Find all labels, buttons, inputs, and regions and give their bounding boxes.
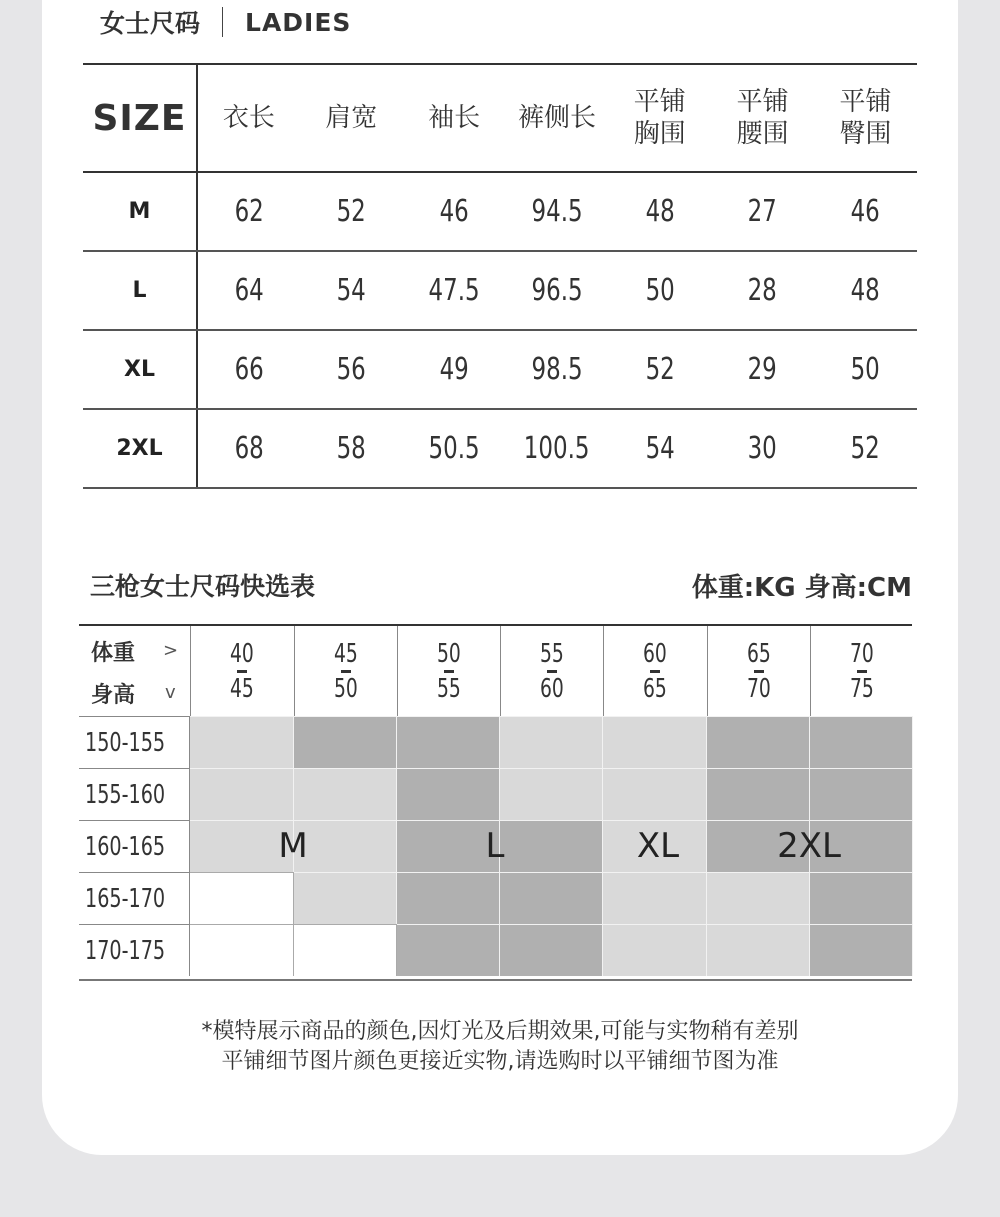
range-dash bbox=[444, 670, 454, 673]
table-cell bbox=[506, 409, 609, 488]
table-cell bbox=[300, 251, 403, 330]
col-header-text: 平铺 bbox=[839, 87, 892, 117]
table-cell bbox=[300, 172, 403, 251]
size-zone-cell bbox=[603, 924, 707, 976]
height-range: 170-175 bbox=[85, 935, 166, 966]
size-zone-cell bbox=[603, 768, 707, 820]
corner-height-label: 身高 bbox=[91, 683, 136, 708]
col-header-text: 裤侧长 bbox=[517, 103, 596, 133]
weight-min: 50 bbox=[436, 638, 461, 669]
size-table bbox=[83, 63, 917, 489]
col-header-text: 袖长 bbox=[428, 103, 481, 133]
weight-min: 60 bbox=[643, 638, 667, 669]
cell-value: 56 bbox=[336, 352, 366, 387]
cell-value: 66 bbox=[234, 352, 264, 387]
header-title-en: LADIES bbox=[245, 7, 352, 37]
size-zone-cell bbox=[190, 768, 294, 820]
weight-column-header bbox=[603, 626, 708, 716]
size-zone-cell bbox=[294, 820, 397, 872]
table-cell bbox=[300, 409, 403, 488]
col-header-text: 平铺 bbox=[633, 87, 686, 117]
range-dash bbox=[650, 670, 660, 673]
row-size-cell bbox=[83, 409, 197, 488]
size-zone-cell bbox=[500, 716, 603, 768]
corner-weight-label: 体重 bbox=[91, 641, 136, 666]
weight-column-header bbox=[294, 626, 398, 716]
table-cell bbox=[197, 251, 300, 330]
col-header-text: 衣长 bbox=[222, 103, 275, 133]
weight-column-header bbox=[500, 626, 604, 716]
right-arrow-icon: > bbox=[163, 640, 179, 661]
range-dash bbox=[547, 670, 557, 673]
cell-value: 68 bbox=[234, 431, 264, 466]
size-zone-cell bbox=[190, 924, 294, 976]
weight-max: 45 bbox=[230, 673, 254, 704]
section-header bbox=[100, 4, 351, 40]
row-size-cell bbox=[83, 172, 197, 251]
size-band-label: L bbox=[485, 826, 505, 866]
row-size-label: M bbox=[128, 199, 151, 224]
row-size-cell bbox=[83, 251, 197, 330]
size-table-header-row bbox=[83, 64, 917, 172]
size-zone-cell bbox=[603, 716, 707, 768]
table-cell bbox=[814, 330, 917, 409]
size-zone-cell bbox=[397, 924, 500, 976]
weight-min: 70 bbox=[849, 638, 874, 669]
cell-value: 62 bbox=[234, 194, 264, 229]
height-range: 165-170 bbox=[85, 883, 166, 914]
size-zone-cell bbox=[190, 872, 294, 924]
weight-max: 50 bbox=[333, 673, 358, 704]
size-zone-cell bbox=[500, 820, 603, 872]
size-zone-cell bbox=[190, 716, 294, 768]
table-cell bbox=[608, 251, 711, 330]
table-cell bbox=[711, 251, 814, 330]
table-cell bbox=[814, 251, 917, 330]
table-cell bbox=[608, 330, 711, 409]
table-cell bbox=[814, 172, 917, 251]
size-zone-cell bbox=[294, 924, 397, 976]
row-size-cell bbox=[83, 330, 197, 409]
col-header-shoulder bbox=[300, 64, 403, 172]
table-cell bbox=[711, 409, 814, 488]
cell-value: 30 bbox=[748, 431, 778, 466]
height-range: 160-165 bbox=[85, 831, 166, 862]
size-zone-cell bbox=[500, 872, 603, 924]
cell-value: 52 bbox=[645, 352, 675, 387]
height-row-header bbox=[79, 716, 190, 768]
size-band-label: M bbox=[278, 826, 308, 866]
weight-column-header bbox=[707, 626, 811, 716]
table-cell bbox=[197, 172, 300, 251]
table-cell bbox=[711, 330, 814, 409]
col-header-chest bbox=[608, 64, 711, 172]
header-divider bbox=[222, 7, 223, 37]
col-header-pants-side bbox=[506, 64, 609, 172]
cell-value: 48 bbox=[850, 273, 881, 308]
cell-value: 46 bbox=[850, 194, 881, 229]
weight-column-header bbox=[810, 626, 913, 716]
cell-value: 50.5 bbox=[428, 431, 480, 466]
col-header-waist bbox=[711, 64, 814, 172]
table-row bbox=[83, 409, 917, 488]
size-zone-cell bbox=[707, 716, 810, 768]
weight-max: 60 bbox=[539, 673, 564, 704]
weight-max: 65 bbox=[643, 673, 667, 704]
table-cell bbox=[197, 409, 300, 488]
weight-max: 75 bbox=[849, 673, 874, 704]
height-row-header bbox=[79, 924, 190, 976]
cell-value: 48 bbox=[645, 194, 675, 229]
row-size-label: 2XL bbox=[116, 436, 163, 461]
disclaimer-line-2: 平铺细节图片颜色更接近实物,请选购时以平铺细节图为准 bbox=[221, 1049, 779, 1074]
size-zone-cell bbox=[397, 716, 500, 768]
weight-max: 70 bbox=[746, 673, 771, 704]
table-row bbox=[83, 251, 917, 330]
table-cell bbox=[506, 172, 609, 251]
size-zone-cell bbox=[500, 924, 603, 976]
table-cell bbox=[506, 330, 609, 409]
col-header-text: 腰围 bbox=[736, 119, 789, 149]
table-cell bbox=[300, 330, 403, 409]
table-row bbox=[83, 172, 917, 251]
table-cell bbox=[608, 172, 711, 251]
table-row bbox=[83, 330, 917, 409]
size-zone-cell bbox=[810, 768, 913, 820]
size-zone-cell bbox=[810, 872, 913, 924]
cell-value: 28 bbox=[748, 273, 778, 308]
col-header-text: 平铺 bbox=[736, 87, 789, 117]
size-zone-cell bbox=[397, 872, 500, 924]
table-cell bbox=[711, 172, 814, 251]
row-size-label: L bbox=[132, 278, 147, 303]
cell-value: 27 bbox=[748, 194, 778, 229]
range-dash bbox=[237, 670, 247, 673]
quick-chart-unit: 体重:KG 身高:CM bbox=[691, 573, 912, 603]
col-header-text: 胸围 bbox=[633, 119, 686, 149]
size-zone-cell bbox=[603, 872, 707, 924]
col-header-hip bbox=[814, 64, 917, 172]
size-zone-cell bbox=[294, 768, 397, 820]
cell-value: 50 bbox=[850, 352, 881, 387]
cell-value: 64 bbox=[234, 273, 264, 308]
size-zone-cell bbox=[707, 768, 810, 820]
cell-value: 54 bbox=[336, 273, 366, 308]
size-zone-cell bbox=[707, 924, 810, 976]
height-range: 150-155 bbox=[85, 727, 166, 758]
table-cell bbox=[403, 409, 506, 488]
grid-corner-header bbox=[79, 626, 191, 716]
table-cell bbox=[506, 251, 609, 330]
size-band-label: XL bbox=[636, 826, 680, 866]
height-row-header bbox=[79, 820, 190, 872]
col-header-sleeve bbox=[403, 64, 506, 172]
quick-size-grid bbox=[79, 626, 912, 980]
size-zone-cell bbox=[810, 924, 913, 976]
size-zone-cell bbox=[397, 768, 500, 820]
quick-chart-bottom-rule bbox=[79, 979, 912, 981]
cell-value: 50 bbox=[645, 273, 675, 308]
table-cell bbox=[403, 330, 506, 409]
cell-value: 52 bbox=[850, 431, 881, 466]
cell-value: 46 bbox=[439, 194, 469, 229]
col-header-text: 肩宽 bbox=[325, 103, 378, 133]
height-row-header bbox=[79, 768, 190, 820]
weight-min: 45 bbox=[333, 638, 358, 669]
weight-min: 40 bbox=[230, 638, 254, 669]
quick-chart-title: 三枪女士尺码快选表 bbox=[90, 572, 316, 601]
weight-column-header bbox=[190, 626, 295, 716]
weight-max: 55 bbox=[436, 673, 461, 704]
height-row-header bbox=[79, 872, 190, 924]
table-cell bbox=[403, 172, 506, 251]
table-cell bbox=[608, 409, 711, 488]
cell-value: 98.5 bbox=[531, 352, 583, 387]
range-dash bbox=[857, 670, 867, 673]
weight-min: 65 bbox=[746, 638, 771, 669]
size-band-label: 2XL bbox=[777, 826, 841, 866]
cell-value: 58 bbox=[336, 431, 366, 466]
table-cell bbox=[814, 409, 917, 488]
size-zone-cell bbox=[294, 872, 397, 924]
down-arrow-icon: v bbox=[165, 682, 176, 703]
cell-value: 29 bbox=[748, 352, 778, 387]
weight-min: 55 bbox=[539, 638, 564, 669]
disclaimer-line-1: *模特展示商品的颜色,因灯光及后期效果,可能与实物稍有差别 bbox=[201, 1019, 799, 1044]
cell-value: 52 bbox=[336, 194, 366, 229]
cell-value: 100.5 bbox=[524, 431, 590, 466]
range-dash bbox=[341, 670, 351, 673]
size-zone-cell bbox=[294, 716, 397, 768]
size-column-header bbox=[83, 64, 197, 172]
table-cell bbox=[403, 251, 506, 330]
col-header-length bbox=[197, 64, 300, 172]
weight-column-header bbox=[397, 626, 501, 716]
cell-value: 47.5 bbox=[428, 273, 480, 308]
size-label: SIZE bbox=[92, 97, 187, 139]
height-range: 155-160 bbox=[85, 779, 166, 810]
row-size-label: XL bbox=[124, 357, 155, 382]
size-zone-cell bbox=[707, 872, 810, 924]
range-dash bbox=[754, 670, 764, 673]
cell-value: 49 bbox=[439, 352, 469, 387]
size-zone-cell bbox=[810, 716, 913, 768]
table-cell bbox=[197, 330, 300, 409]
cell-value: 54 bbox=[645, 431, 675, 466]
col-header-text: 臀围 bbox=[839, 119, 892, 149]
cell-value: 94.5 bbox=[531, 194, 583, 229]
header-title-cn: 女士尺码 bbox=[100, 9, 201, 38]
size-zone-cell bbox=[500, 768, 603, 820]
cell-value: 96.5 bbox=[531, 273, 583, 308]
